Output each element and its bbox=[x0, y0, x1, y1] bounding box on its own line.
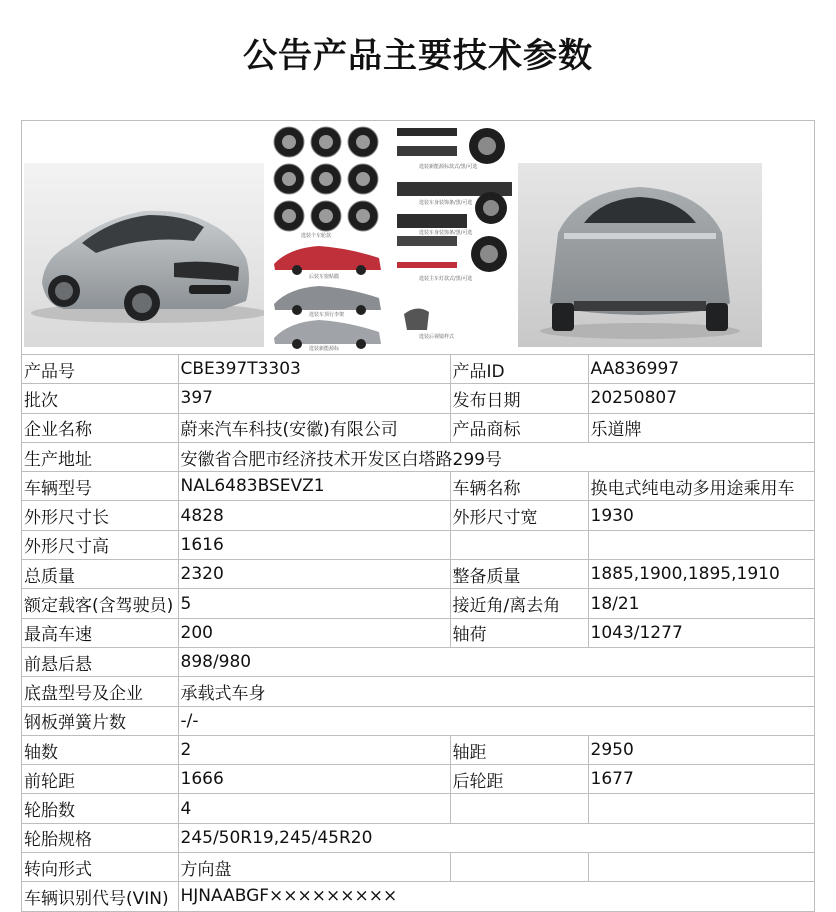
caption-wheels: 选装个车轮款 bbox=[301, 233, 332, 239]
param-label: 接近角/离去角 bbox=[450, 589, 588, 618]
param-value: 蔚来汽车科技(安徽)有限公司 bbox=[178, 413, 450, 442]
param-value: 1616 bbox=[178, 530, 450, 559]
param-value: 2 bbox=[178, 735, 450, 764]
param-label: 批次 bbox=[22, 384, 178, 413]
param-label: 转向形式 bbox=[22, 853, 178, 882]
param-label: 总质量 bbox=[22, 560, 178, 589]
spec-table bbox=[22, 355, 814, 912]
param-label: 外形尺寸宽 bbox=[450, 501, 588, 530]
table-row bbox=[22, 647, 814, 676]
param-value: -/- bbox=[178, 706, 814, 735]
param-label: 前轮距 bbox=[22, 765, 178, 794]
table-row bbox=[22, 823, 814, 852]
table-row bbox=[22, 765, 814, 794]
param-label: 轴数 bbox=[22, 735, 178, 764]
param-value bbox=[588, 853, 814, 882]
table-row bbox=[22, 442, 814, 471]
param-label: 产品号 bbox=[22, 355, 178, 384]
page-title: 公告产品主要技术参数 bbox=[243, 36, 593, 76]
param-label: 轮胎数 bbox=[22, 794, 178, 823]
table-row bbox=[22, 530, 814, 559]
table-row bbox=[22, 355, 814, 384]
param-label: 外形尺寸高 bbox=[22, 530, 178, 559]
param-label bbox=[450, 794, 588, 823]
param-value: 1666 bbox=[178, 765, 450, 794]
param-value: 245/50R19,245/45R20 bbox=[178, 823, 814, 852]
param-value: HJNAABGF××××××××× bbox=[178, 882, 814, 911]
param-value: 200 bbox=[178, 618, 450, 647]
param-value: 1885,1900,1895,1910 bbox=[588, 560, 814, 589]
param-value: 乐道牌 bbox=[588, 413, 814, 442]
param-value: 4 bbox=[178, 794, 450, 823]
spec-sheet bbox=[21, 120, 815, 912]
param-value: 898/980 bbox=[178, 647, 814, 676]
param-label bbox=[450, 530, 588, 559]
param-label: 产品商标 bbox=[450, 413, 588, 442]
table-row bbox=[22, 589, 814, 618]
param-label: 底盘型号及企业 bbox=[22, 677, 178, 706]
param-value: AA836997 bbox=[588, 355, 814, 384]
caption-car1: 后装车窗贴膜 bbox=[309, 274, 340, 280]
param-label: 发布日期 bbox=[450, 384, 588, 413]
param-value: 2320 bbox=[178, 560, 450, 589]
param-label: 后轮距 bbox=[450, 765, 588, 794]
param-label: 企业名称 bbox=[22, 413, 178, 442]
caption-mirror: 选装后视镜样式 bbox=[419, 334, 455, 340]
param-label: 外形尺寸长 bbox=[22, 501, 178, 530]
caption-stripe3: 选装车身装饰条/黑/可选 bbox=[419, 230, 473, 236]
table-row bbox=[22, 560, 814, 589]
table-row bbox=[22, 882, 814, 911]
param-label: 轴荷 bbox=[450, 618, 588, 647]
table-row bbox=[22, 501, 814, 530]
param-value: 1677 bbox=[588, 765, 814, 794]
table-row bbox=[22, 706, 814, 735]
detail-collage bbox=[269, 124, 519, 352]
caption-stripe2: 选装车身装饰条/黑/可选 bbox=[419, 200, 473, 206]
caption-stripe4: 选装主车灯款式/黑/可选 bbox=[419, 276, 473, 282]
param-value: 1043/1277 bbox=[588, 618, 814, 647]
table-row bbox=[22, 384, 814, 413]
caption-car2: 选装车顶行李架 bbox=[309, 312, 345, 318]
param-value: 5 bbox=[178, 589, 450, 618]
param-label: 生产地址 bbox=[22, 442, 178, 471]
param-label bbox=[450, 853, 588, 882]
param-value: CBE397T3303 bbox=[178, 355, 450, 384]
param-value: 方向盘 bbox=[178, 853, 450, 882]
table-row bbox=[22, 735, 814, 764]
param-value: 20250807 bbox=[588, 384, 814, 413]
param-value: 1930 bbox=[588, 501, 814, 530]
param-value: 397 bbox=[178, 384, 450, 413]
param-label: 轮胎规格 bbox=[22, 823, 178, 852]
image-row bbox=[22, 121, 814, 355]
table-row bbox=[22, 794, 814, 823]
param-label: 产品ID bbox=[450, 355, 588, 384]
param-value: 4828 bbox=[178, 501, 450, 530]
param-value bbox=[588, 530, 814, 559]
param-label: 额定载客(含驾驶员) bbox=[22, 589, 178, 618]
param-label: 整备质量 bbox=[450, 560, 588, 589]
param-label: 轴距 bbox=[450, 735, 588, 764]
table-row bbox=[22, 472, 814, 501]
param-value bbox=[588, 794, 814, 823]
param-label: 前悬后悬 bbox=[22, 647, 178, 676]
table-row bbox=[22, 853, 814, 882]
param-label: 车辆名称 bbox=[450, 472, 588, 501]
param-label: 车辆型号 bbox=[22, 472, 178, 501]
param-label: 钢板弹簧片数 bbox=[22, 706, 178, 735]
rear-car-photo bbox=[518, 163, 762, 347]
table-row bbox=[22, 413, 814, 442]
param-value: 2950 bbox=[588, 735, 814, 764]
param-value: 承载式车身 bbox=[178, 677, 814, 706]
param-value: 18/21 bbox=[588, 589, 814, 618]
param-value: 换电式纯电动多用途乘用车 bbox=[588, 472, 814, 501]
caption-stripe1: 选装新能源标款式/黑/可选 bbox=[419, 164, 478, 170]
caption-car3: 选装新能源标 bbox=[309, 346, 340, 352]
param-label: 车辆识别代号(VIN) bbox=[22, 882, 178, 911]
front-car-photo bbox=[24, 163, 264, 347]
param-value: 安徽省合肥市经济技术开发区白塔路299号 bbox=[178, 442, 814, 471]
param-label: 最高车速 bbox=[22, 618, 178, 647]
param-value: NAL6483BSEVZ1 bbox=[178, 472, 450, 501]
table-row bbox=[22, 677, 814, 706]
table-row bbox=[22, 618, 814, 647]
